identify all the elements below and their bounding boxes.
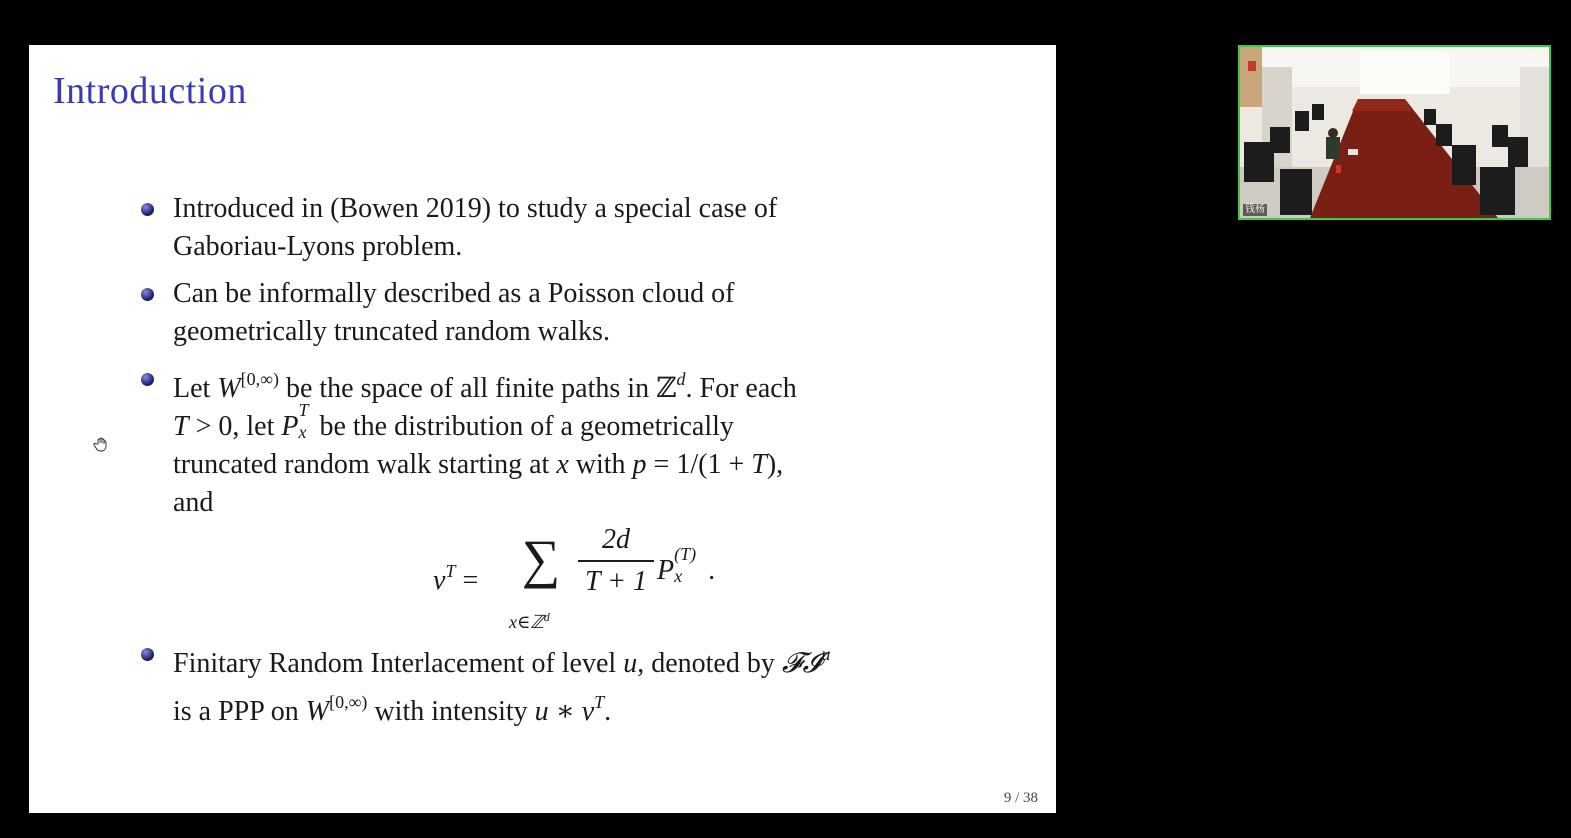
bullet-line: Finitary Random Interlacement of level u, denoted by 𝓕𝓘$^u$ [173, 644, 831, 679]
bullet-line: Let $W^{[0,\infty)}$ be the space of all finite paths in ℤ$^d$. For each [173, 369, 797, 404]
bullet-list [141, 190, 1001, 740]
fraction: 2d T + 1 [578, 522, 654, 600]
bullet-dot-icon [141, 203, 154, 216]
equation-term: P (T) x . [657, 544, 716, 586]
bullet-dot-icon [141, 648, 154, 661]
conference-room-video-icon [1240, 47, 1549, 218]
bullet-dot-icon [141, 288, 154, 301]
participant-name-label: 钱杨 [1245, 204, 1265, 215]
presentation-slide [29, 45, 1056, 813]
bullet-item [141, 190, 1001, 266]
bullet-line: T > 0, let P T x be the distribution of a geometrically [173, 400, 734, 442]
bullet-line: geometrically truncated random walks. [173, 316, 610, 347]
participant-video-tile[interactable] [1238, 45, 1551, 220]
bullet-line: Can be informally described as a Poisson cloud of [173, 278, 735, 309]
sum-symbol: ∑ [521, 529, 561, 589]
page-number: 9 / 38 [1003, 790, 1038, 806]
bullet-line: and [173, 487, 214, 518]
bullet-line: Introduced in (Bowen 2019) to study a special case of [173, 193, 778, 224]
bullet-line: is a PPP on $W^{[0,\infty)}$ with intensity u ∗ $\nu^T$. [173, 692, 612, 727]
bullet-line: Gaboriau-Lyons problem. [173, 231, 463, 262]
bullet-item [141, 360, 1001, 632]
bullet-dot-icon [141, 373, 154, 386]
hand-cursor-icon [93, 436, 109, 452]
slide-title: Introduction [53, 70, 247, 112]
bullet-item [141, 275, 1001, 351]
bullet-item [141, 635, 1001, 731]
sum-limit: x∈ℤ$^d$ [509, 610, 550, 632]
equation-lhs: $\nu^T$ = [433, 561, 479, 596]
display-equation [173, 522, 1001, 632]
bullet-line: truncated random walk starting at x with p = 1/(1 + T), [173, 449, 784, 480]
